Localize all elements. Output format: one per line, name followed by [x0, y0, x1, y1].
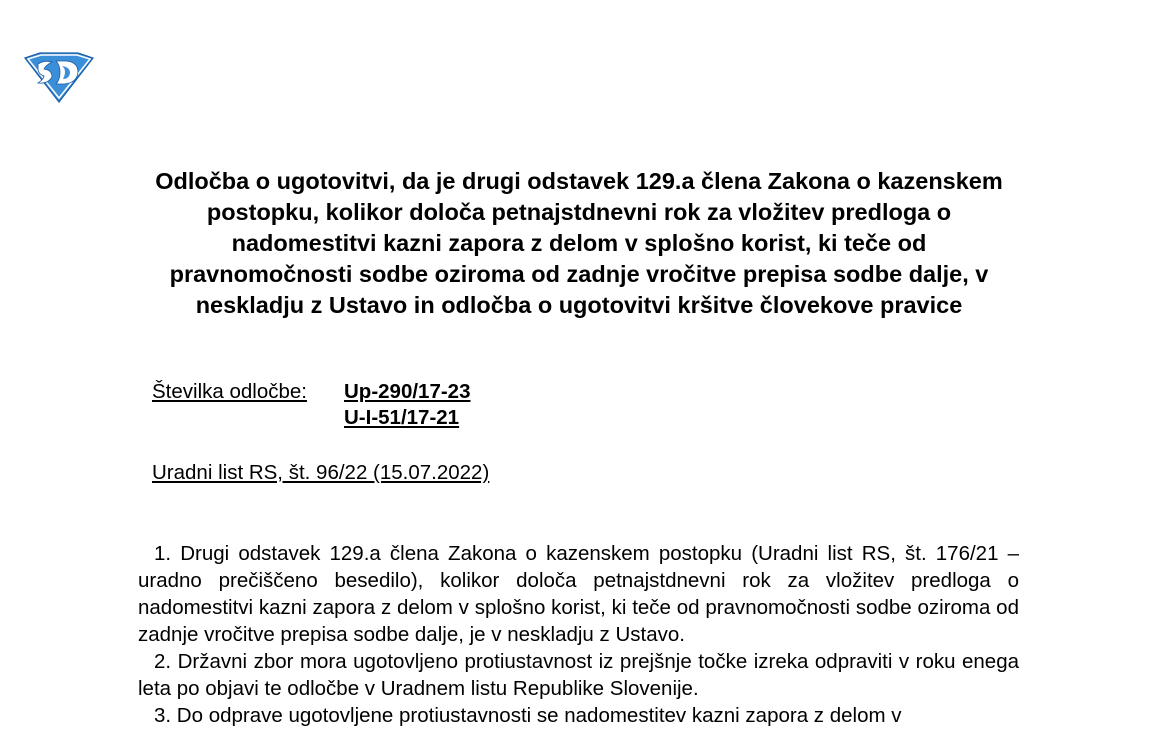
court-logo-icon	[22, 50, 96, 104]
document-title: Odločba o ugotovitvi, da je drugi odstavek 129.a člena Zakona o kazenskem postopku, kolikor določa petnajstdnevni rok za vložitev predloga o nadomestitvi kazni zapora z delom v splošno korist, ki teče od pravnomočnosti sodbe oziroma od zadnje vročitve prepisa sodbe dalje, v neskladju z Ustavo in odločba o ugotovitvi kršitve človekove pravice	[155, 168, 1003, 318]
decision-number-row	[152, 379, 470, 405]
gazette-block	[152, 460, 489, 486]
decision-number-block	[152, 379, 470, 431]
document-body	[138, 540, 1019, 729]
decision-number-secondary-row	[152, 405, 470, 431]
decision-number-primary: Up-290/17-23	[344, 380, 471, 403]
paragraph-2: 2. Državni zbor mora ugotovljeno protiustavnost iz prejšnje točke izreka odpraviti v roku enega leta po objavi te odločbe v Uradnem listu Republike Slovenije.	[138, 650, 1019, 700]
decision-number-label: Številka odločbe:	[152, 380, 307, 403]
paragraph-3: 3. Do odprave ugotovljene protiustavnosti se nadomestitev kazni zapora z delom v	[154, 704, 902, 727]
gazette-reference: Uradni list RS, št. 96/22 (15.07.2022)	[152, 461, 490, 484]
decision-number-secondary: U-I-51/17-21	[344, 406, 460, 429]
paragraph-1: 1. Drugi odstavek 129.a člena Zakona o kazenskem postopku (Uradni list RS, št. 176/21 – uradno prečiščeno besedilo), kolikor določa petnajstdnevni rok za vložitev predloga o nadomestitvi kazni zapora z delom v splošno korist, ki teče od pravnomočnosti sodbe oziroma od zadnje vročitve prepisa sodbe dalje, je v neskladju z Ustavo.	[138, 542, 1019, 646]
